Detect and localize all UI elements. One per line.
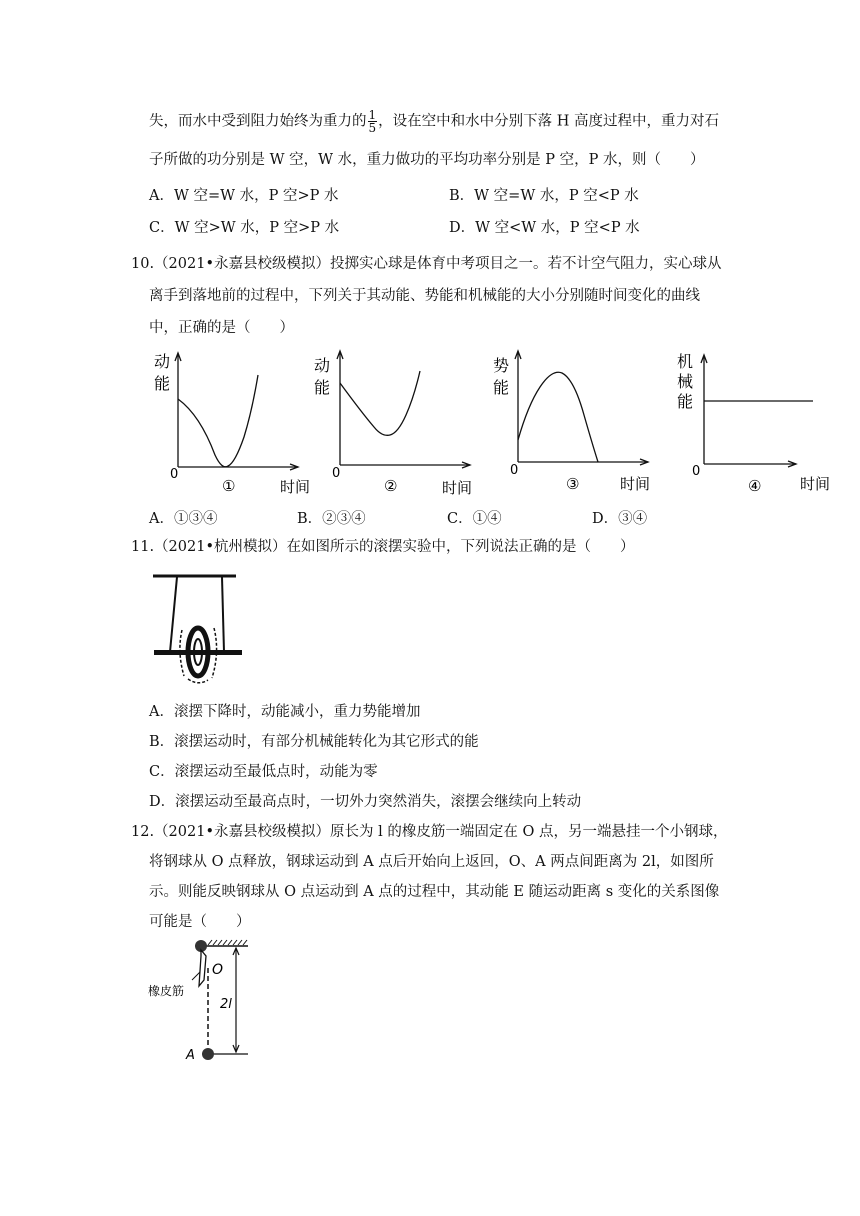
q9-option-b: B．W 空=W 水，P 空<P 水 [449,188,639,204]
q9-option-d: D．W 空<W 水，P 空<P 水 [449,220,640,236]
graph-1-origin: 0 [170,467,179,482]
graph-2-xlabel: 时间 [442,479,473,497]
q10-line3: 中，正确的是（ ） [149,320,294,336]
graph-4-ylabel-3: 能 [677,392,694,411]
graph-3-curve [518,372,598,462]
label-a: A [186,1048,195,1063]
graph-3-mark: ③ [566,475,580,493]
graph-2-curve [340,371,420,435]
q10-option-d: D．③④ [592,511,648,527]
q12-line1: 12.（2021•永嘉县校级模拟）原长为 l 的橡皮筋一端固定在 O 点，另一端悬挂一个小钢球， [131,824,728,840]
maxwell-pendulum-figure [150,568,250,690]
graph-2-ylabel-1: 动 [314,356,331,375]
label-o: O [212,962,224,978]
q9-line1-b: ，设在空中和水中分别下落 H 高度过程中，重力对石 [378,113,720,130]
q10-option-c: C．①④ [447,511,502,527]
graph-4-mechanical-energy [672,345,844,500]
graph-4-origin: 0 [692,464,701,479]
graph-1-ylabel-2: 能 [154,374,171,393]
graph-4-xlabel: 时间 [800,475,831,493]
q10-option-a: A．①③④ [149,511,218,527]
q10-line2: 离手到落地前的过程中，下列关于其动能、势能和机械能的大小分别随时间变化的曲线 [149,288,700,304]
graph-3-potential-energy [488,345,668,500]
q9-option-c: C．W 空>W 水，P 空>P 水 [149,220,340,236]
graph-2-origin: 0 [332,466,341,481]
graph-1-kinetic-energy [140,345,315,500]
graph-1-xlabel: 时间 [280,478,311,496]
graph-3-ylabel-2: 能 [493,378,510,397]
rubber-band-figure [148,934,258,1064]
q12-line3: 示。则能反映钢球从 O 点运动到 A 点的过程中，其动能 E 随运动距离 s 变化的关系图像 [149,884,720,900]
label-2l: 2l [220,997,232,1012]
graph-3-ylabel-1: 势 [493,356,510,375]
graph-3-xlabel: 时间 [620,475,651,493]
q12-line2: 将钢球从 O 点释放，钢球运动到 A 点后开始向上返回，O、A 两点间距离为 2l，如图所 [149,854,714,870]
graph-2-kinetic-energy [302,345,482,500]
q11-option-b: B．滚摆运动时，有部分机械能转化为其它形式的能 [149,734,479,750]
q11-option-d: D．滚摆运动至最高点时，一切外力突然消失，滚摆会继续向上转动 [149,794,582,810]
graph-4-ylabel-1: 机 [677,352,694,371]
fraction-one-fifth: $\frac{1}{5}$ [368,108,377,135]
q12-line4: 可能是（ ） [149,914,251,930]
q11-line1: 11.（2021•杭州模拟）在如图所示的滚摆实验中，下列说法正确的是（ ） [131,539,635,555]
q10-option-b: B．②③④ [297,511,366,527]
graph-4-ylabel-2: 械 [677,372,694,391]
graph-1-mark: ① [222,477,236,495]
q11-option-a: A．滚摆下降时，动能减小，重力势能增加 [149,704,421,720]
graph-4-mark: ④ [748,477,762,495]
q10-line1: 10.（2021•永嘉县校级模拟）投掷实心球是体育中考项目之一。若不计空气阻力，实心球从 [131,256,722,272]
q9-option-a: A．W 空=W 水，P 空>P 水 [149,188,339,204]
q11-option-c: C．滚摆运动至最低点时，动能为零 [149,764,378,780]
graph-3-origin: 0 [510,463,519,478]
graph-1-ylabel-1: 动 [154,352,171,371]
q9-line1 [149,109,719,134]
graph-1-curve [178,375,258,467]
q9-line1-a: 失，而水中受到阻力始终为重力的 [149,113,367,130]
graph-2-ylabel-2: 能 [314,378,331,397]
graph-2-mark: ② [384,477,398,495]
label-rubber-band: 橡皮筋 [148,984,185,998]
q9-line2: 子所做的功分别是 W 空，W 水，重力做功的平均功率分别是 P 空，P 水，则（ ） [149,152,705,168]
